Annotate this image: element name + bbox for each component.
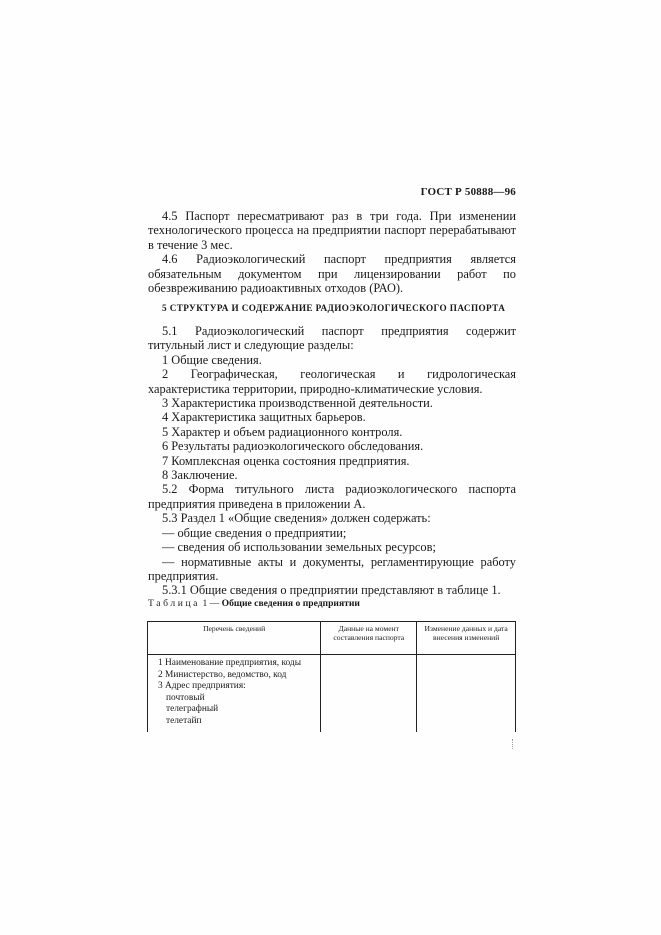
list-item: 3 Характеристика производственной деятельности. <box>162 396 433 411</box>
paragraph-5-3-1: 5.3.1 Общие сведения о предприятии представляют в таблице 1. <box>162 583 501 598</box>
section-5-content <box>148 324 516 598</box>
general-info-table <box>147 621 516 732</box>
dash-item: — нормативные акты и документы, регламентирующие работу предприятия. <box>148 554 516 583</box>
table-caption-word: Таблица <box>148 598 201 609</box>
dash-item: — сведения об использовании земельных ресурсов; <box>162 540 436 555</box>
table-caption-number: 1 <box>202 598 208 609</box>
table-caption-name: Общие сведения о предприятии <box>221 598 360 609</box>
paragraph-5-2: 5.2 Форма титульного листа радиоэкологического паспорта предприятия приведена в приложении А. <box>148 482 516 511</box>
list-item: 8 Заключение. <box>162 468 238 483</box>
table-cell-items <box>148 655 321 733</box>
section-list <box>148 353 516 483</box>
section-number: 5 <box>162 303 167 313</box>
table-cell-changes <box>417 655 516 733</box>
list-item: 7 Комплексная оценка состояния предприятия. <box>162 453 410 468</box>
table-item: 1 Наименование предприятия, коды <box>158 658 302 668</box>
table-item: телетайп <box>166 715 202 726</box>
list-item: 1 Общие сведения. <box>162 352 262 367</box>
dash-item: — общие сведения о предприятии; <box>162 525 347 540</box>
section-4-paragraphs <box>148 209 516 295</box>
paragraph-5-1: 5.1 Радиоэкологический паспорт предприятия содержит титульный лист и следующие разделы: <box>148 324 516 353</box>
table-header-cell: Изменение данных и дата внесения изменений <box>417 622 516 655</box>
list-item: 4 Характеристика защитных барьеров. <box>162 410 366 425</box>
table-item: почтовый <box>166 692 205 703</box>
table-caption-dash: — <box>207 598 222 609</box>
section-title: СТРУКТУРА И СОДЕРЖАНИЕ РАДИОЭКОЛОГИЧЕСКОГО ПАСПОРТА <box>169 303 506 313</box>
paragraph-4-5: 4.5 Паспорт пересматривают раз в три года. При изменении технологического процесса на предприятии паспорт перерабатывают в течение 3 мес. <box>148 209 516 252</box>
page-scan-mark <box>512 739 515 749</box>
table-row <box>148 655 516 733</box>
paragraph-4-6: 4.6 Радиоэкологический паспорт предприятия является обязательным документом при лицензировании работ по обезвреживанию радиоактивных отходов (РАО). <box>148 252 516 296</box>
table-cell-data <box>321 655 417 733</box>
list-item: 6 Результаты радиоэкологического обследования. <box>162 439 424 454</box>
document-code-header: ГОСТ Р 50888—96 <box>420 186 516 198</box>
list-item: 5 Характер и объем радиационного контроля. <box>162 424 403 439</box>
table-item: телеграфный <box>166 704 219 715</box>
paragraph-5-3: 5.3 Раздел 1 «Общие сведения» должен содержать: <box>162 511 431 526</box>
table-item: 3 Адрес предприятия: <box>158 681 246 692</box>
table-item: 2 Министерство, ведомство, код <box>158 669 287 680</box>
table-caption <box>148 598 360 609</box>
list-item: 2 Географическая, геологическая и гидрологическая характеристика территории, природно-климатические условия. <box>148 367 516 396</box>
table-header-row <box>148 622 516 655</box>
table-header-cell: Перечень сведений <box>148 622 321 655</box>
section-5-heading <box>148 303 518 313</box>
table-header-cell: Данные на момент составления паспорта <box>321 622 417 655</box>
